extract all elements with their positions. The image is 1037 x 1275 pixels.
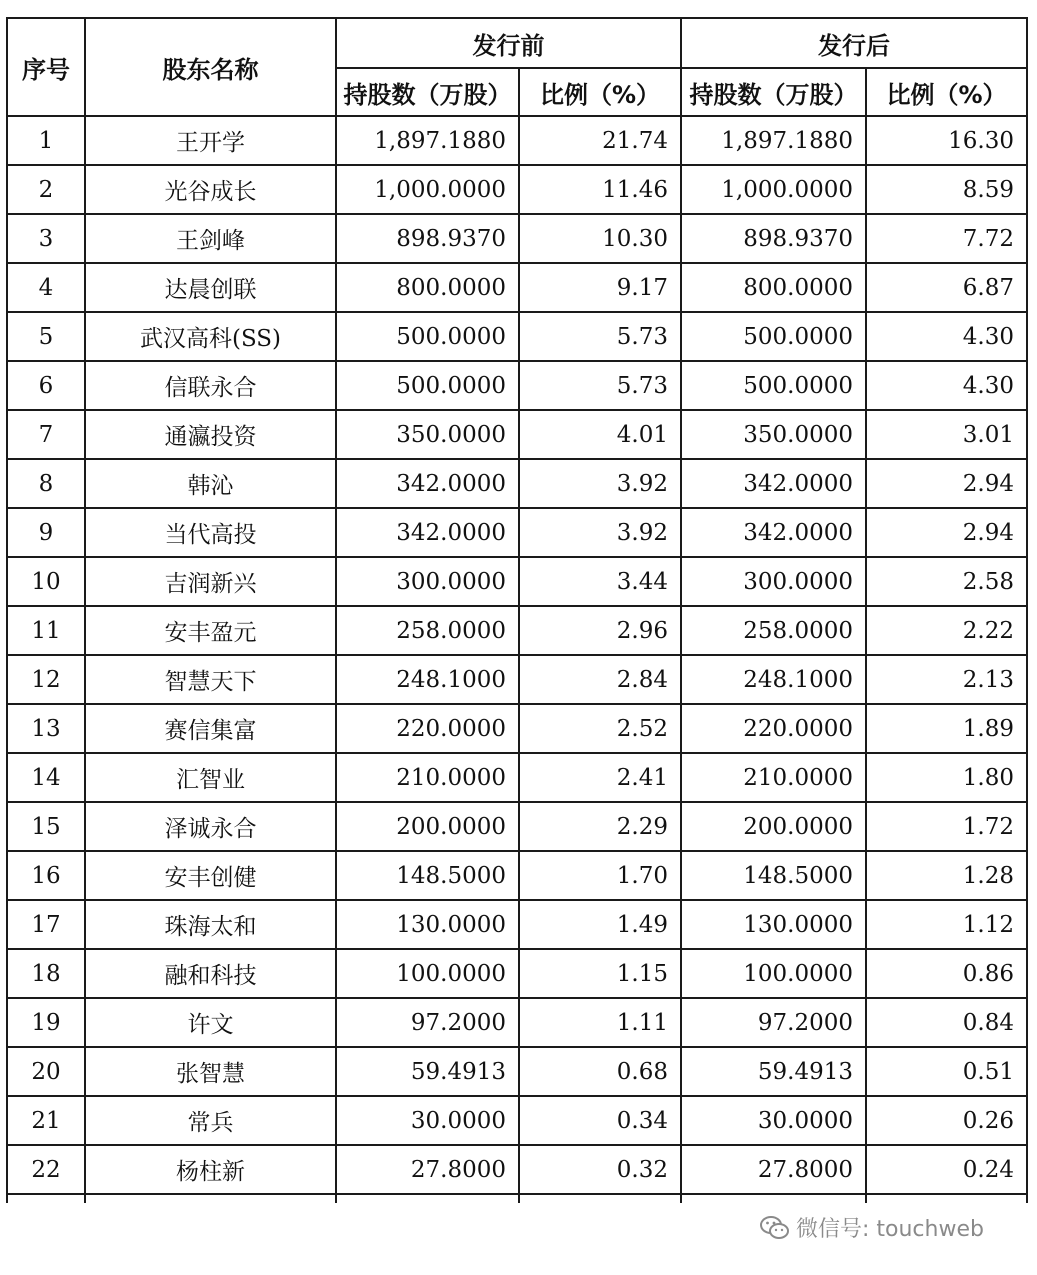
cell-after-shares: 27.8000 — [681, 1145, 866, 1194]
cell-before-shares: 148.5000 — [336, 851, 519, 900]
cell-name: 泽诚永合 — [85, 802, 336, 851]
table-row — [7, 312, 1027, 361]
cell-name: 汇智业 — [85, 753, 336, 802]
cell-name: 武汉高科(SS) — [85, 312, 336, 361]
table-row — [7, 459, 1027, 508]
header-before-ratio: 比例（%） — [519, 68, 681, 116]
cell-after-shares: 258.0000 — [681, 606, 866, 655]
cell-name: 通瀛投资 — [85, 410, 336, 459]
cell-before-ratio: 10.30 — [519, 214, 681, 263]
cell-before-ratio: 21.74 — [519, 116, 681, 165]
cell-name: 张智慧 — [85, 1047, 336, 1096]
cell-after-ratio: 2.22 — [866, 606, 1027, 655]
cell-before-shares: 500.0000 — [336, 312, 519, 361]
table-row — [7, 410, 1027, 459]
cell-before-shares: 200.0000 — [336, 802, 519, 851]
cell-no: 3 — [7, 214, 85, 263]
table-row — [7, 1096, 1027, 1145]
table-row — [7, 165, 1027, 214]
cell-before-ratio: 3.44 — [519, 557, 681, 606]
cell-after-shares: 220.0000 — [681, 704, 866, 753]
cell-before-ratio: 11.46 — [519, 165, 681, 214]
cell-before-shares: 210.0000 — [336, 753, 519, 802]
cell-no: 19 — [7, 998, 85, 1047]
cell-after-ratio: 2.58 — [866, 557, 1027, 606]
cell-before-shares: 27.8000 — [336, 1145, 519, 1194]
table-row — [7, 214, 1027, 263]
cell-after-ratio: 4.30 — [866, 361, 1027, 410]
cell-cutoff — [866, 1194, 1027, 1203]
cell-after-shares: 500.0000 — [681, 361, 866, 410]
cell-after-ratio: 3.01 — [866, 410, 1027, 459]
cell-after-ratio: 7.72 — [866, 214, 1027, 263]
cell-before-ratio: 2.52 — [519, 704, 681, 753]
cell-name: 光谷成长 — [85, 165, 336, 214]
cell-before-shares: 59.4913 — [336, 1047, 519, 1096]
cell-no: 4 — [7, 263, 85, 312]
header-row-group — [7, 18, 1027, 68]
watermark-text: 微信号: touchweb — [796, 1217, 984, 1242]
header-after-ratio: 比例（%） — [866, 68, 1027, 116]
cell-after-shares: 130.0000 — [681, 900, 866, 949]
cell-before-shares: 300.0000 — [336, 557, 519, 606]
cell-before-ratio: 0.34 — [519, 1096, 681, 1145]
cell-name: 珠海太和 — [85, 900, 336, 949]
table-body — [7, 116, 1027, 1203]
cell-name: 达晨创联 — [85, 263, 336, 312]
cell-name: 当代高投 — [85, 508, 336, 557]
cell-before-ratio: 0.68 — [519, 1047, 681, 1096]
cell-after-shares: 500.0000 — [681, 312, 866, 361]
cell-before-shares: 220.0000 — [336, 704, 519, 753]
cell-name: 常兵 — [85, 1096, 336, 1145]
cell-no: 11 — [7, 606, 85, 655]
cell-name: 王剑峰 — [85, 214, 336, 263]
cell-name: 智慧天下 — [85, 655, 336, 704]
cell-name: 王开学 — [85, 116, 336, 165]
table-row — [7, 949, 1027, 998]
header-after: 发行后 — [681, 18, 1027, 68]
cell-cutoff — [519, 1194, 681, 1203]
cell-before-shares: 248.1000 — [336, 655, 519, 704]
cell-before-shares: 1,000.0000 — [336, 165, 519, 214]
cell-before-ratio: 2.29 — [519, 802, 681, 851]
cell-before-ratio: 1.11 — [519, 998, 681, 1047]
cell-after-ratio: 8.59 — [866, 165, 1027, 214]
cell-after-ratio: 0.51 — [866, 1047, 1027, 1096]
table-row — [7, 263, 1027, 312]
cell-name: 信联永合 — [85, 361, 336, 410]
cell-no: 18 — [7, 949, 85, 998]
cell-after-ratio: 1.72 — [866, 802, 1027, 851]
table-row — [7, 361, 1027, 410]
table-row — [7, 606, 1027, 655]
cell-no: 1 — [7, 116, 85, 165]
table-row — [7, 900, 1027, 949]
cell-no: 17 — [7, 900, 85, 949]
table-row-cutoff — [7, 1194, 1027, 1203]
cell-no: 21 — [7, 1096, 85, 1145]
cell-name: 许文 — [85, 998, 336, 1047]
cell-after-shares: 100.0000 — [681, 949, 866, 998]
cell-after-ratio: 2.13 — [866, 655, 1027, 704]
cell-before-shares: 1,897.1880 — [336, 116, 519, 165]
header-before-shares: 持股数（万股） — [336, 68, 519, 116]
cell-before-ratio: 4.01 — [519, 410, 681, 459]
cell-cutoff — [7, 1194, 85, 1203]
cell-cutoff — [85, 1194, 336, 1203]
cell-name: 安丰创健 — [85, 851, 336, 900]
cell-before-shares: 342.0000 — [336, 459, 519, 508]
table-row — [7, 704, 1027, 753]
cell-after-shares: 898.9370 — [681, 214, 866, 263]
cell-before-shares: 898.9370 — [336, 214, 519, 263]
cell-after-shares: 800.0000 — [681, 263, 866, 312]
cell-before-shares: 800.0000 — [336, 263, 519, 312]
cell-after-ratio: 6.87 — [866, 263, 1027, 312]
cell-after-shares: 1,897.1880 — [681, 116, 866, 165]
table-row — [7, 1047, 1027, 1096]
table-row — [7, 116, 1027, 165]
cell-no: 13 — [7, 704, 85, 753]
cell-before-ratio: 2.41 — [519, 753, 681, 802]
table-row — [7, 851, 1027, 900]
watermark — [760, 1212, 984, 1243]
header-no: 序号 — [7, 18, 85, 116]
cell-before-shares: 97.2000 — [336, 998, 519, 1047]
cell-before-shares: 258.0000 — [336, 606, 519, 655]
cell-after-shares: 210.0000 — [681, 753, 866, 802]
cell-after-ratio: 2.94 — [866, 459, 1027, 508]
cell-before-ratio: 1.15 — [519, 949, 681, 998]
cell-after-shares: 1,000.0000 — [681, 165, 866, 214]
cell-no: 14 — [7, 753, 85, 802]
cell-before-ratio: 1.70 — [519, 851, 681, 900]
cell-name: 韩沁 — [85, 459, 336, 508]
header-after-shares: 持股数（万股） — [681, 68, 866, 116]
cell-after-shares: 300.0000 — [681, 557, 866, 606]
table-row — [7, 655, 1027, 704]
table-row — [7, 508, 1027, 557]
cell-no: 7 — [7, 410, 85, 459]
shareholder-table — [6, 17, 1028, 1203]
wechat-icon — [760, 1215, 790, 1241]
cell-name: 吉润新兴 — [85, 557, 336, 606]
cell-name: 安丰盈元 — [85, 606, 336, 655]
cell-before-shares: 350.0000 — [336, 410, 519, 459]
cell-name: 杨柱新 — [85, 1145, 336, 1194]
cell-before-shares: 30.0000 — [336, 1096, 519, 1145]
cell-no: 10 — [7, 557, 85, 606]
header-before: 发行前 — [336, 18, 681, 68]
cell-no: 12 — [7, 655, 85, 704]
cell-no: 20 — [7, 1047, 85, 1096]
table-row — [7, 753, 1027, 802]
cell-cutoff — [681, 1194, 866, 1203]
cell-after-shares: 30.0000 — [681, 1096, 866, 1145]
table-row — [7, 998, 1027, 1047]
cell-after-ratio: 0.86 — [866, 949, 1027, 998]
cell-no: 16 — [7, 851, 85, 900]
cell-after-ratio: 1.12 — [866, 900, 1027, 949]
cell-after-ratio: 1.80 — [866, 753, 1027, 802]
cell-no: 5 — [7, 312, 85, 361]
cell-after-shares: 342.0000 — [681, 508, 866, 557]
cell-no: 15 — [7, 802, 85, 851]
cell-no: 8 — [7, 459, 85, 508]
cell-before-shares: 342.0000 — [336, 508, 519, 557]
table-row — [7, 1145, 1027, 1194]
cell-no: 2 — [7, 165, 85, 214]
cell-no: 6 — [7, 361, 85, 410]
cell-after-ratio: 1.89 — [866, 704, 1027, 753]
cell-name: 赛信集富 — [85, 704, 336, 753]
cell-before-ratio: 2.96 — [519, 606, 681, 655]
cell-after-shares: 350.0000 — [681, 410, 866, 459]
table-row — [7, 802, 1027, 851]
cell-before-ratio: 5.73 — [519, 312, 681, 361]
cell-before-shares: 130.0000 — [336, 900, 519, 949]
cell-after-ratio: 0.84 — [866, 998, 1027, 1047]
cell-after-shares: 342.0000 — [681, 459, 866, 508]
cell-before-ratio: 9.17 — [519, 263, 681, 312]
cell-before-ratio: 0.32 — [519, 1145, 681, 1194]
cell-after-shares: 59.4913 — [681, 1047, 866, 1096]
cell-after-shares: 97.2000 — [681, 998, 866, 1047]
cell-before-ratio: 5.73 — [519, 361, 681, 410]
cell-after-ratio: 16.30 — [866, 116, 1027, 165]
cell-after-shares: 248.1000 — [681, 655, 866, 704]
cell-after-ratio: 2.94 — [866, 508, 1027, 557]
table-row — [7, 557, 1027, 606]
cell-after-ratio: 1.28 — [866, 851, 1027, 900]
cell-after-ratio: 4.30 — [866, 312, 1027, 361]
cell-before-ratio: 2.84 — [519, 655, 681, 704]
cell-no: 22 — [7, 1145, 85, 1194]
cell-no: 9 — [7, 508, 85, 557]
cell-after-ratio: 0.26 — [866, 1096, 1027, 1145]
cell-after-shares: 148.5000 — [681, 851, 866, 900]
header-name: 股东名称 — [85, 18, 336, 116]
cell-after-shares: 200.0000 — [681, 802, 866, 851]
cell-before-shares: 500.0000 — [336, 361, 519, 410]
cell-before-ratio: 3.92 — [519, 459, 681, 508]
cell-before-shares: 100.0000 — [336, 949, 519, 998]
cell-after-ratio: 0.24 — [866, 1145, 1027, 1194]
cell-cutoff — [336, 1194, 519, 1203]
cell-name: 融和科技 — [85, 949, 336, 998]
cell-before-ratio: 1.49 — [519, 900, 681, 949]
cell-before-ratio: 3.92 — [519, 508, 681, 557]
